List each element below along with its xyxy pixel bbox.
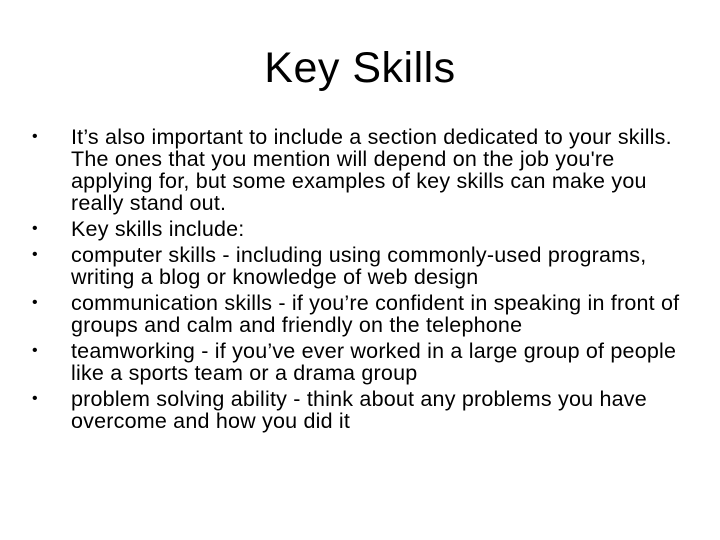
bullet-item (30, 340, 690, 384)
bullet-text: Key skills include: (71, 217, 245, 241)
bullet-text: problem solving ability - think about any problems you have overcome and how you did it (71, 387, 647, 433)
bullet-icon: • (32, 294, 38, 311)
bullet-item (30, 126, 690, 214)
bullet-text: communication skills - if you’re confident in speaking in front of groups and calm and friendly on the telephone (71, 291, 680, 337)
bullet-list (30, 126, 690, 436)
bullet-item (30, 218, 690, 240)
bullet-item (30, 292, 690, 336)
bullet-text: It’s also important to include a section dedicated to your skills. The ones that you mention will depend on the job you're applying for, but some examples of key skills can make you really stand out. (71, 125, 672, 215)
bullet-item (30, 388, 690, 432)
bullet-icon: • (32, 128, 38, 145)
bullet-item (30, 244, 690, 288)
bullet-icon: • (32, 220, 38, 237)
bullet-icon: • (32, 342, 38, 359)
bullet-icon: • (32, 246, 38, 263)
bullet-text: teamworking - if you’ve ever worked in a large group of people like a sports team or a drama group (71, 339, 677, 385)
bullet-text: computer skills - including using commonly-used programs, writing a blog or knowledge of web design (71, 243, 647, 289)
slide-title: Key Skills (264, 44, 456, 92)
bullet-icon: • (32, 390, 38, 407)
